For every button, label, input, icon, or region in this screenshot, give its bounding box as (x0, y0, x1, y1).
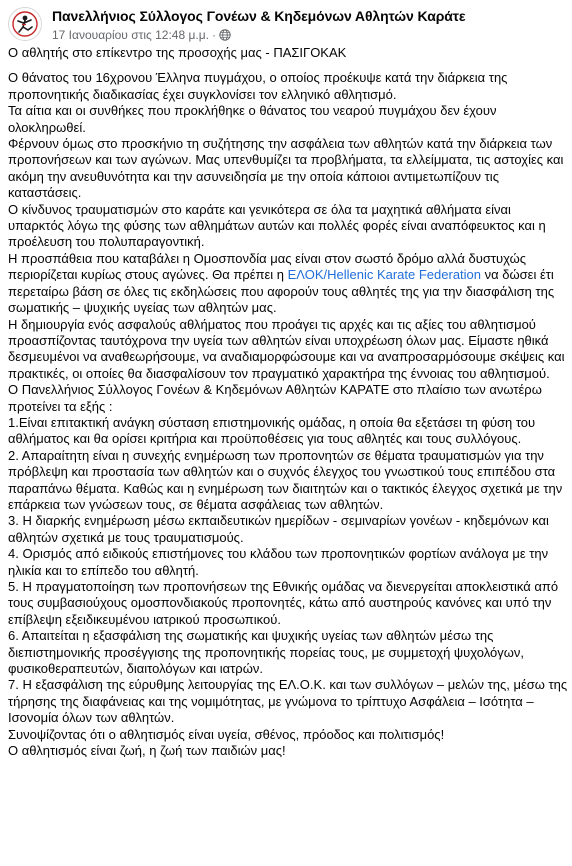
proposal-item-3: 3. Η διαρκής ενημέρωση μέσω εκπαιδευτικών ημερίδων - σεμιναρίων γονέων - κηδεμόνων και αθλητών σχετικά με τους τραυματισμούς. (8, 513, 549, 545)
proposal-item-4: 4. Ορισμός από ειδικούς επιστήμονες του κλάδου των προπονητικών φορτίων ανάλογα με την ηλικία και το επίπεδο του αθλητή. (8, 546, 549, 578)
paragraph-federation-effort (8, 251, 570, 317)
globe-icon[interactable] (219, 29, 231, 41)
paragraph-proposals-intro: Ο Πανελλήνιος Σύλλογος Γονέων & Κηδεμόνων Αθλητών ΚΑΡΑΤΕ στο πλαίσιο των ανωτέρω προτείνει τα εξής : (8, 382, 542, 414)
post-body (8, 45, 570, 759)
post-timestamp[interactable]: 17 Ιανουαρίου στις 12:48 μ.μ. (52, 28, 209, 42)
federation-text-after: να δώσει έτι περεταίρω βάση σε όλες τις εκδηλώσεις που αφορούν τους αθλητές της για την διασφάλιση της σωματικής – ψυχικής υγείας των αθλητών μας. (8, 267, 555, 316)
meta-separator: · (211, 28, 216, 42)
paragraph-causes: Τα αίτια και οι συνθήκες που προκλήθηκε ο θάνατος του νεαρού πυγμάχου δεν έχουν ολοκληρωθεί. (8, 103, 497, 135)
post-headline: Ο αθλητής στο επίκεντρο της προσοχής μας - ΠΑΣΙΓΟΚΑΚ (8, 45, 347, 60)
proposal-item-5: 5. Η πραγματοποίηση των προπονήσεων της Εθνικής ομάδας να διενεργείται αποκλειστικά από τους συμβασιούχους ομοσπονδιακούς προπονητές, κάτω από αυστηρούς κανόνες και υπό την επίβλεψη εξειδικευμένου ιατρικού προσωπικού. (8, 579, 559, 627)
proposal-item-7: 7. Η εξασφάλιση της εύρυθμης λειτουργίας της ΕΛ.Ο.Κ. και των συλλόγων – μελών της, μέσω της τήρησης της διαφάνειας και της νομιμότητας, με γνώμονα το τρίπτυχο Ασφάλεια – Ισότητα – Ισονομία όλων των αθλητών. (8, 677, 568, 726)
proposal-item-2: 2. Απαραίτητη είναι η συνεχής ενημέρωση των προπονητών σε θέματα τραυματισμών για την πρόβλεψη και προστασία των αθλητών και ο συχνός έλεγχος του γνωστικού τους επιπέδου στα παραπάνω θέματα. Καθώς και η ενημέρωση των διαιτητών και ο τακτικός έλεγχος σχετικά με την επάρκεια των γνώσεων τους, σε θέματα ασφάλειας των αθλητών. (8, 447, 563, 512)
proposal-item-1: 1.Είναι επιτακτική ανάγκη σύσταση επιστημονικής ομάδας, η οποία θα εξετάσει τη φύση του αθλήματος και θα ορίσει κριτήρια και προϋποθέσεις για τους αθλητές και τους συλλόγους. (8, 414, 536, 447)
karate-club-logo-icon (9, 8, 41, 40)
federation-text-before: Η προσπάθεια που καταβάλει η Ομοσπονδία μας είναι στον σωστό δρόμο αλλά δυστυχώς περιορίζεται κυρίως στους αγώνες. Θα πρέπει η (8, 250, 526, 283)
proposal-item-6: 6. Απαιτείται η εξασφάλιση της σωματικής και ψυχικής υγείας των αθλητών μέσω της διεπιστημονικής προσέγγισης της προπονητικής πορείας τους, με συμμετοχή ψυχολόγων, φυσικοθεραπευτών, διαιτολόγων και ιατρών. (8, 628, 525, 677)
closing-line-1: Συνοψίζοντας ότι ο αθλητισμός είναι υγεία, σθένος, πρόοδος και πολιτισμός! (8, 726, 445, 742)
page-avatar[interactable] (8, 7, 42, 41)
federation-mention-link[interactable]: ΕΛΟΚ/Hellenic Karate Federation (287, 267, 482, 283)
post-meta (52, 27, 231, 43)
page-name-link[interactable]: Πανελλήνιος Σύλλογος Γονέων & Κηδεμόνων Αθλητών Καράτε (52, 8, 466, 24)
post-header (8, 6, 564, 46)
closing-line-2: Ο αθλητισμός είναι ζωή, η ζωή των παιδιών μας! (8, 743, 286, 759)
paragraph-injury-risk: Ο κίνδυνος τραυματισμών στο καράτε και γενικότερα σε όλα τα μαχητικά αθλήματα είναι υπαρκτός λόγω της φύσης των αθλημάτων αυτών και πολλές φορές είναι αναπόφευκτος και η προέλευση του πολυπαραγοντική. (8, 201, 546, 250)
paragraph-athlete-safety: Φέρνουν όμως στο προσκήνιο τη συζήτησης την ασφάλεια των αθλητών κατά την διάρκεια των προπονήσεων και των αγώνων. Μας υπενθυμίζει τα προβλήματα, τα ελλείμματα, τις αστοχίες και ακόμη την ανευθυνότητα και την ασυνειδησία με την οποία κάποιοι αντιμετωπίζουν τις καταστάσεις. (8, 136, 564, 201)
paragraph-safe-sport: Η δημιουργία ενός ασφαλούς αθλήματος που προάγει τις αρχές και τις αξίες του αθλητισμού προασπίζοντας ταυτόχρονα την υγεία των αθλητών είναι υποχρέωση όλων μας. Είμαστε ηθικά δεσμευμένοι να αναθεωρήσουμε, να αναδιαμορφώσουμε και να αναπροσαρμόσουμε σκέψεις και πρακτικές, οι οποίες θα διασφαλίσουν τον πραγματικό χαρακτήρα της έννοιας του αθλητισμού. (8, 316, 565, 381)
paragraph-boxer-death: Ο θάνατος του 16χρονου Έλληνα πυγμάχου, ο οποίος προέκυψε κατά την διάρκεια της προπονητικής διαδικασίας έχει συγκλονίσει τον ελληνικό αθλητισμό. (8, 70, 508, 102)
